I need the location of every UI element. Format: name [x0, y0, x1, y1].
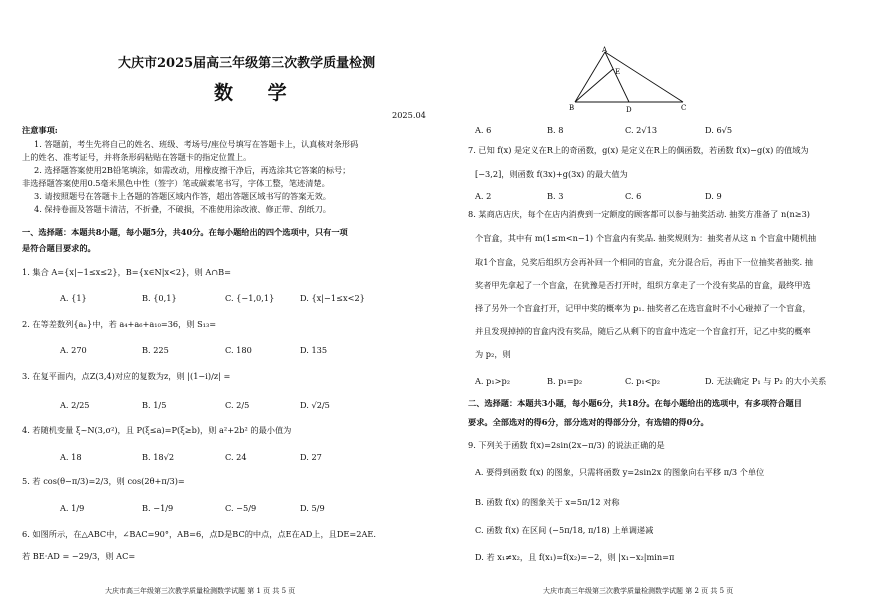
q6-option-c: C. 2√13	[625, 125, 658, 135]
page-2	[435, 0, 870, 615]
label-a: A	[602, 46, 608, 54]
q9-option-d: D. 若 x₁≠x₂，且 f(x₁)=f(x₂)=−2，则 |x₁−x₂|min=π	[475, 552, 675, 562]
q2-option-b: B. 225	[142, 345, 169, 355]
q5-option-a: A. 1/9	[60, 503, 85, 513]
question-6-stem-cont: 若 BE·AD = −29/3，则 AC=	[22, 551, 136, 561]
q7-option-c: C. 6	[625, 191, 642, 201]
section2-heading: 二、选择题：本题共3小题，每小题6分，共18分。在每小题给出的选项中，有多项符合题目	[468, 398, 802, 408]
q6-option-a: A. 6	[475, 125, 492, 135]
q2-option-c: C. 180	[225, 345, 252, 355]
question-4-stem: 4. 若随机变量 ξ~N(3,σ²)，且 P(ξ≤a)=P(ξ≥b)，则 a²+2b² 的最小值为	[22, 425, 292, 435]
page-footer: 大庆市高三年级第三次教学质量检测数学试题 第 1 页 共 5 页	[105, 587, 296, 595]
notice-heading: 注意事项:	[22, 125, 58, 135]
question-6-stem: 6. 如图所示，在△ABC中，∠BAC=90°，AB=6，点D是BC的中点，点E在AD上，且DE=2AE.	[22, 529, 376, 539]
question-8-line: 8. 某商店店庆，每个在店内消费到一定额度的顾客都可以参与抽奖活动. 抽奖方准备了 n(n≥3)	[468, 209, 810, 219]
question-8-line: 取1个盲盒，兑奖后组织方会再补回一个相同的盲盒，充分混合后，再由下一位抽奖者抽奖. 抽	[475, 257, 813, 267]
q6-option-b: B. 8	[547, 125, 564, 135]
section1-heading: 一、选择题：本题共8小题，每小题5分，共40分。在每小题给出的四个选项中，只有一项	[22, 227, 348, 237]
question-1-stem: 1. 集合 A={x|−1≤x≤2}，B={x∈N|x<2}，则 A∩B=	[22, 267, 231, 277]
q3-option-c: C. 2/5	[225, 400, 250, 410]
q4-option-b: B. 18√2	[142, 452, 175, 462]
q2-option-d: D. 135	[300, 345, 328, 355]
label-c: C	[681, 104, 687, 112]
q1-option-a: A. {1}	[60, 293, 87, 303]
q8-option-d: D. 无法确定 P₁ 与 P₂ 的大小关系	[705, 376, 827, 386]
question-5-stem: 5. 若 cos(θ−π/3)=2/3，则 cos(2θ+π/3)=	[22, 476, 185, 486]
label-d: D	[626, 106, 632, 114]
question-9-stem: 9. 下列关于函数 f(x)=2sin(2x−π/3) 的说法正确的是	[468, 440, 665, 450]
question-8-line: 个盲盒，其中有 m(1≤m<n−1) 个盲盒内有奖品. 抽奖规则为：抽奖者从这 n 个盲盒中随机抽	[475, 233, 817, 243]
q2-option-a: A. 270	[60, 345, 87, 355]
notice-line: 4. 保持卷面及答题卡清洁，不折叠，不破损，不准使用涂改液、修正带、刮纸刀。	[34, 204, 331, 214]
notice-line: 1. 答题前，考生先将自己的姓名、班级、考场号/座位号填写在答题卡上，认真核对条形码	[34, 139, 359, 149]
q1-option-c: C. {−1,0,1}	[225, 293, 275, 303]
segment-ab	[575, 52, 605, 102]
question-8-line: 择了另外一个盲盒打开，记甲中奖的概率为 p₁. 抽奖者乙在选盲盒时不小心碰掉了一个盲盒，	[475, 303, 811, 313]
page-footer: 大庆市高三年级第三次教学质量检测数学试题 第 2 页 共 5 页	[543, 587, 734, 595]
q6-option-d: D. 6√5	[705, 125, 733, 135]
question-8-line: 为 p₂，则	[475, 349, 511, 359]
question-2-stem: 2. 在等差数列{aₙ}中，若 a₄+a₆+a₁₀=36，则 S₁₃=	[22, 319, 217, 329]
subject-title: 数 学	[214, 82, 301, 104]
q5-option-b: B. −1/9	[142, 503, 174, 513]
notice-line: 非选择题答案使用0.5毫米黑色中性（签字）笔或碳素笔书写，字体工整，笔迹清楚。	[22, 178, 330, 188]
label-e: E	[615, 68, 621, 76]
q9-option-b: B. 函数 f(x) 的图象关于 x=5π/12 对称	[475, 497, 620, 507]
q3-option-b: B. 1/5	[142, 400, 167, 410]
triangle-figure	[565, 46, 695, 116]
question-8-line: 并且发现掉掉的盲盒内没有奖品，随后乙从剩下的盲盒中选定一个盲盒打开，记乙中奖的概率	[475, 326, 811, 336]
q1-option-d: D. {x|−1≤x<2}	[300, 293, 365, 303]
q7-option-b: B. 3	[547, 191, 564, 201]
question-7-stem: 7. 已知 f(x) 是定义在R上的奇函数，g(x) 是定义在R上的偶函数，若函数 f(x)−g(x) 的值域为	[468, 145, 809, 155]
q8-option-a: A. p₁>p₂	[475, 376, 511, 386]
q9-option-a: A. 要得到函数 f(x) 的图象，只需将函数 y=2sin2x 的图象向右平移 π/3 个单位	[475, 467, 765, 477]
notice-line: 2. 选择题答案使用2B铅笔填涂，如需改动，用橡皮擦干净后，再选涂其它答案的标号；	[34, 165, 351, 175]
q9-option-c: C. 函数 f(x) 在区间 (−5π/18, π/18) 上单调递减	[475, 525, 654, 535]
section1-heading-cont: 是符合题目要求的。	[22, 243, 96, 253]
exam-date: 2025.04	[392, 110, 426, 120]
q3-option-a: A. 2/25	[60, 400, 90, 410]
exam-title: 大庆市2025届高三年级第三次教学质量检测	[118, 56, 376, 71]
notice-line: 上的姓名、准考证号，并将条形码粘贴在答题卡的指定位置上。	[22, 152, 252, 162]
section2-heading-cont: 要求。全部选对的得6分，部分选对的得部分分，有选错的得0分。	[468, 417, 709, 427]
q1-option-b: B. {0,1}	[142, 293, 177, 303]
segment-be	[575, 69, 613, 102]
question-3-stem: 3. 在复平面内，点Z(3,4)对应的复数为z，则 |(1−i)/z| =	[22, 371, 231, 381]
q7-option-d: D. 9	[705, 191, 722, 201]
q3-option-d: D. √2/5	[300, 400, 330, 410]
q8-option-c: C. p₁<p₂	[625, 376, 661, 386]
q5-option-c: C. −5/9	[225, 503, 257, 513]
notice-line: 3. 请按照题号在答题卡上各题的答题区域内作答，超出答题区域书写的答案无效。	[34, 191, 331, 201]
q7-option-a: A. 2	[475, 191, 492, 201]
question-7-stem-cont: [−3,2]，则函数 f(3x)+g(3x) 的最大值为	[475, 169, 628, 179]
question-8-line: 奖者甲先拿起了一个盲盒，在犹豫是否打开时，组织方拿走了一个没有奖品的盲盒，最终甲选	[475, 280, 811, 290]
label-b: B	[569, 104, 575, 112]
q4-option-d: D. 27	[300, 452, 322, 462]
q8-option-b: B. p₁=p₂	[547, 376, 583, 386]
q4-option-c: C. 24	[225, 452, 247, 462]
q4-option-a: A. 18	[60, 452, 82, 462]
q5-option-d: D. 5/9	[300, 503, 325, 513]
